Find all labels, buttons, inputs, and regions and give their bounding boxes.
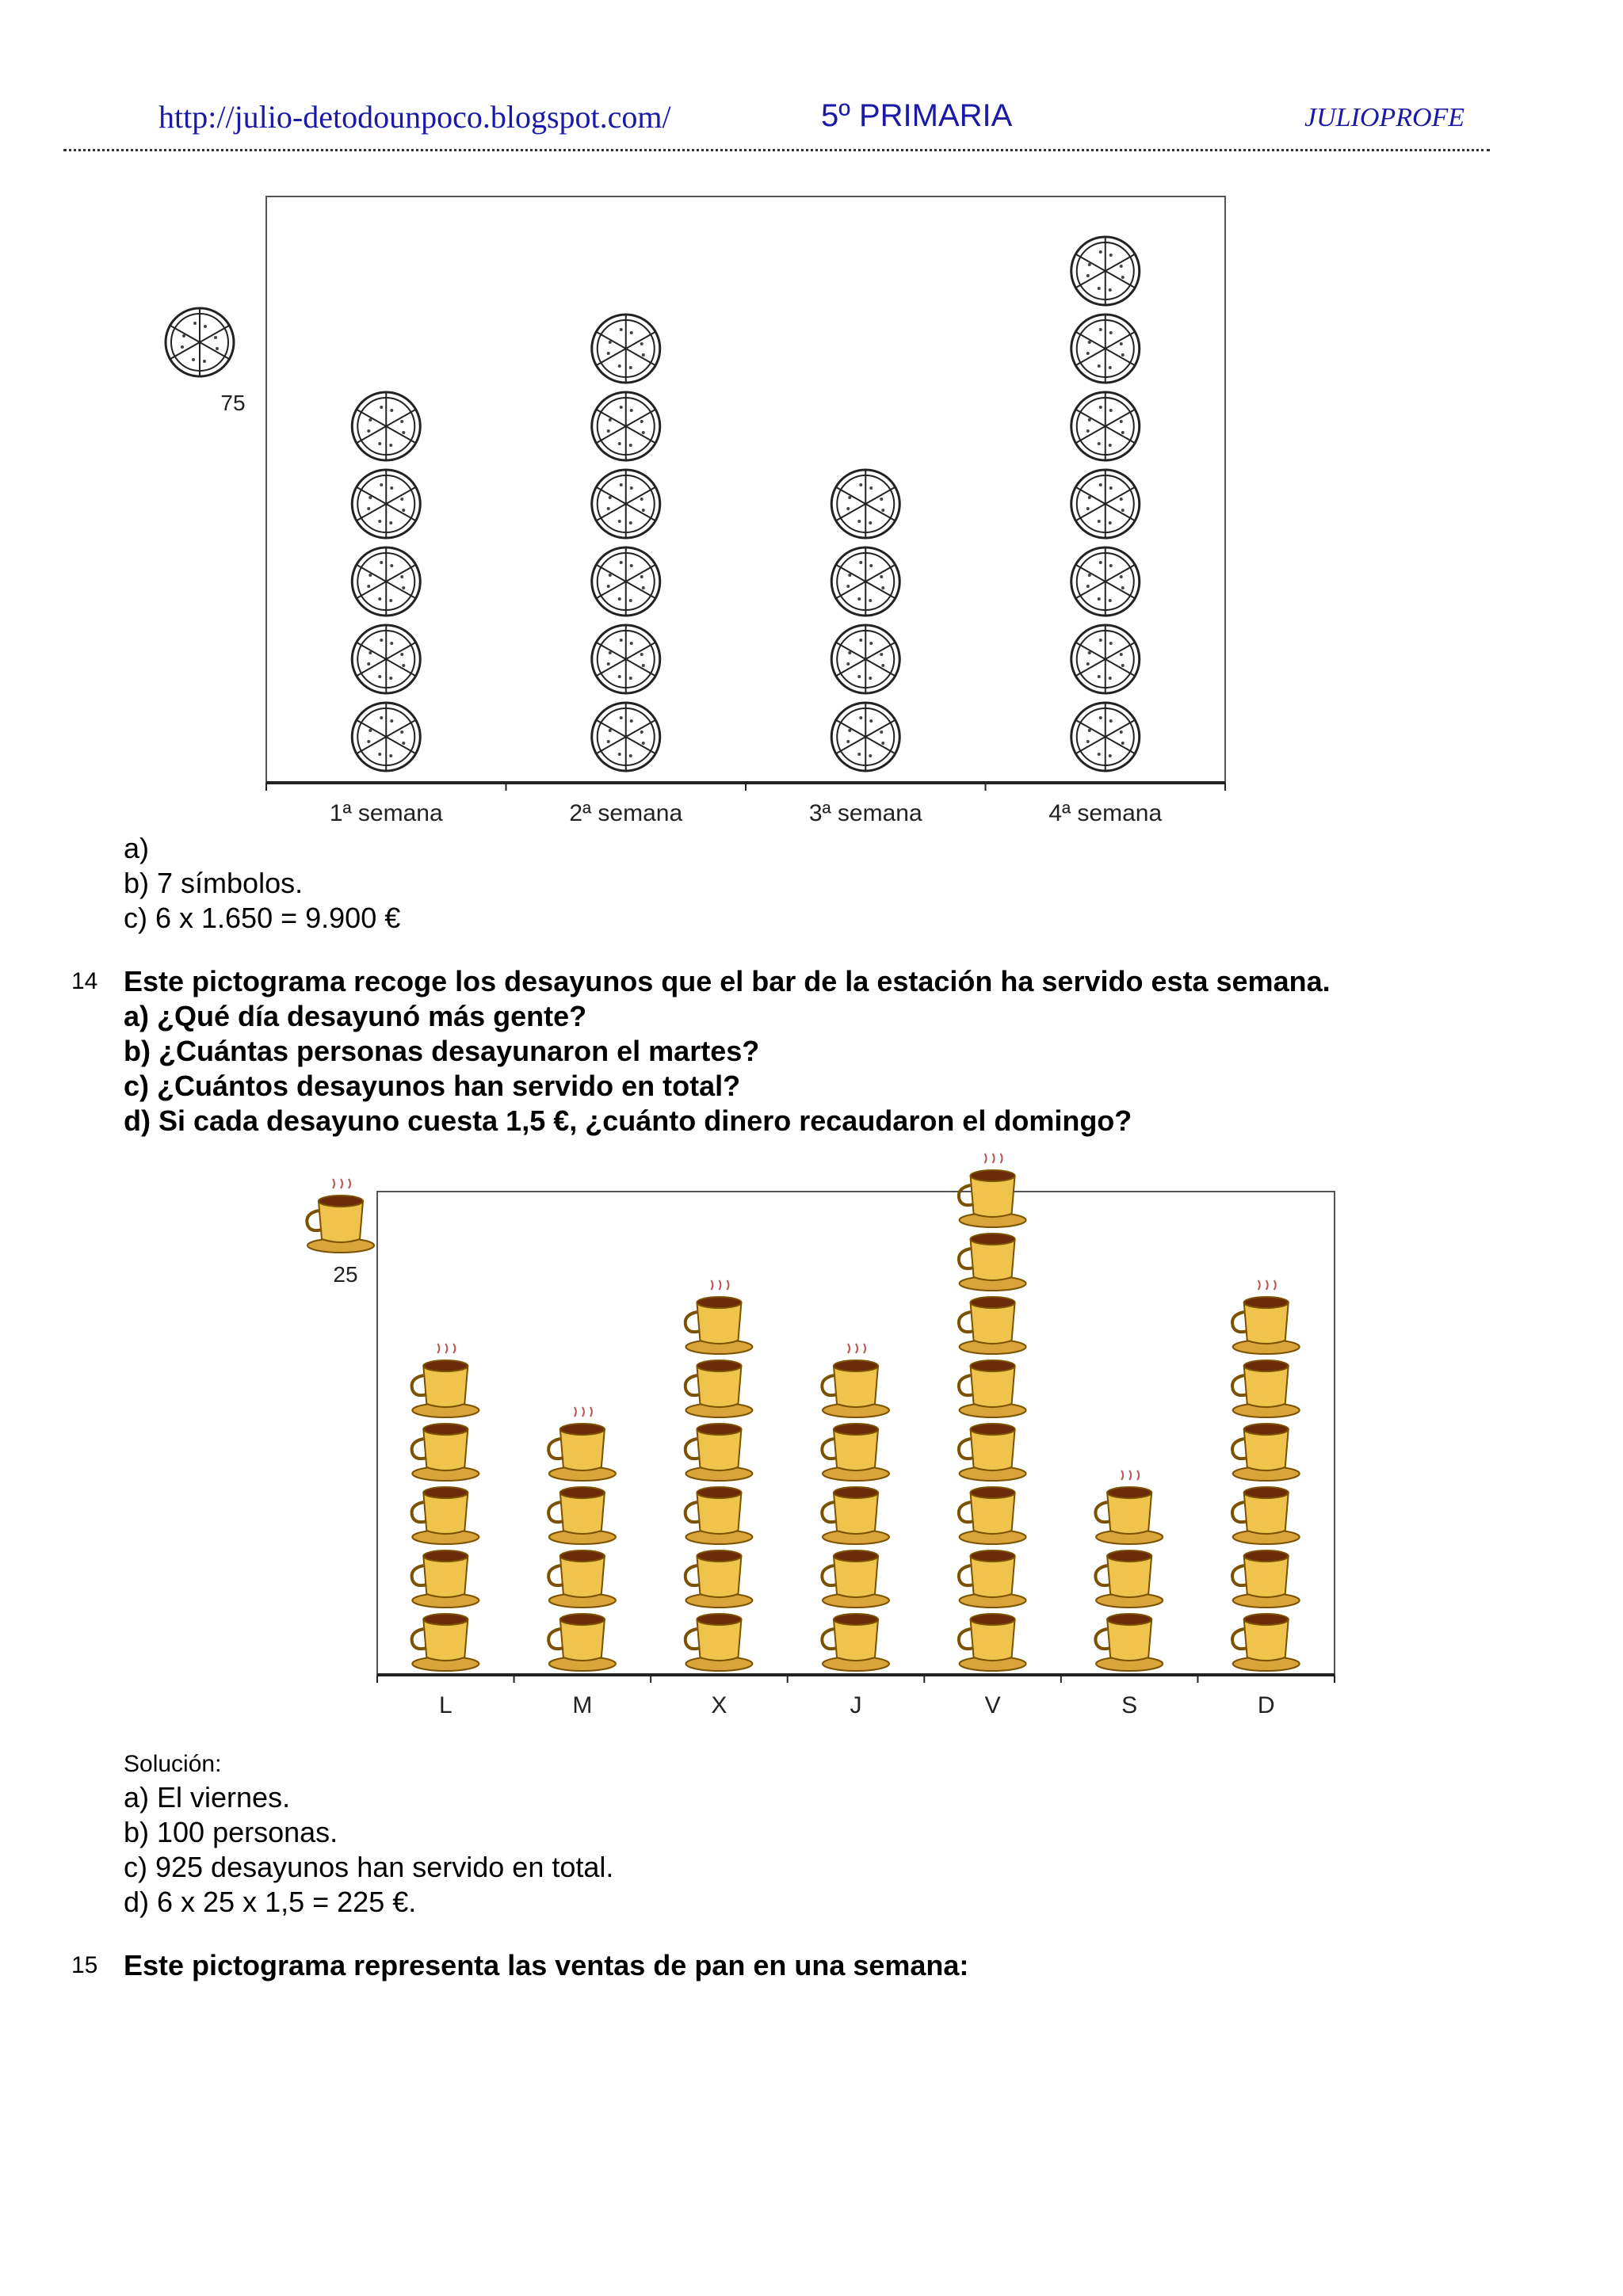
pizza-icon — [592, 315, 660, 383]
pizza-icon — [1071, 703, 1140, 771]
category-label: M — [572, 1692, 593, 1718]
pizza-icon — [831, 625, 899, 693]
coffee-cup-icon — [412, 1344, 479, 1417]
coffee-cup-icon — [685, 1280, 753, 1354]
legend-value: 25 — [333, 1262, 358, 1287]
pizza-icon — [831, 470, 899, 538]
pizza-icon — [592, 392, 660, 460]
category-label: 2ª semana — [569, 800, 683, 826]
blog-link[interactable]: http://julio-detodounpoco.blogspot.com/ — [158, 99, 671, 135]
category-label: L — [438, 1692, 453, 1718]
coffee-cup-icon — [548, 1407, 616, 1481]
coffee-cup-icon — [959, 1154, 1026, 1227]
category-label: X — [711, 1692, 727, 1718]
legend-symbol-pizza-icon — [166, 308, 234, 376]
pizza-icon — [831, 547, 899, 616]
pizza-icon — [1071, 547, 1140, 616]
pizza-icon — [352, 392, 420, 460]
question-14-statement: Este pictograma recoge los desayunos que el bar de la estación ha servido esta semana. — [124, 965, 1331, 997]
pizza-icon — [352, 625, 420, 693]
coffee-cup-icon — [822, 1344, 889, 1417]
pizza-icon — [1071, 315, 1140, 383]
solution-a: a) El viernes. — [124, 1781, 291, 1814]
category-label: V — [984, 1692, 1001, 1718]
legend-value: 75 — [220, 391, 246, 415]
author-name: JULIOPROFE — [1304, 103, 1465, 132]
pizza-icon — [1071, 470, 1140, 538]
pizza-icon — [352, 470, 420, 538]
category-label: D — [1257, 1692, 1275, 1718]
solution-title: Solución: — [124, 1751, 222, 1777]
category-label: J — [850, 1692, 862, 1718]
chart-breakfasts — [307, 1154, 1335, 1718]
pizza-icon — [1071, 625, 1140, 693]
question-14-c: c) ¿Cuántos desayunos han servido en total? — [124, 1070, 741, 1102]
chart-pizza-sales — [166, 196, 1225, 826]
answer-b: b) 7 símbolos. — [124, 867, 304, 899]
question-14-b: b) ¿Cuántas personas desayunaron el martes? — [124, 1035, 760, 1067]
pizza-icon — [592, 703, 660, 771]
course-level: 5º PRIMARIA — [821, 98, 1013, 133]
answer-a: a) — [124, 832, 150, 864]
pizza-icon — [1071, 237, 1140, 305]
pizza-icon — [831, 703, 899, 771]
coffee-cup-icon — [1095, 1470, 1163, 1544]
coffee-cup-icon — [1232, 1280, 1300, 1354]
pizza-icon — [352, 547, 420, 616]
solution-c: c) 925 desayunos han servido en total. — [124, 1851, 614, 1883]
pizza-icon — [352, 703, 420, 771]
category-label: 4ª semana — [1048, 800, 1163, 826]
question-number-14: 14 — [71, 968, 98, 994]
solution-b: b) 100 personas. — [124, 1816, 338, 1848]
category-label: S — [1121, 1692, 1138, 1718]
question-number-15: 15 — [71, 1952, 98, 1978]
solution-d: d) 6 x 25 x 1,5 = 225 €. — [124, 1886, 417, 1918]
legend-symbol-coffee-cup-icon — [307, 1179, 374, 1253]
question-14-d: d) Si cada desayuno cuesta 1,5 €, ¿cuánto dinero recaudaron el domingo? — [124, 1104, 1132, 1137]
answer-c: c) 6 x 1.650 = 9.900 € — [124, 902, 401, 934]
pizza-icon — [592, 625, 660, 693]
question-15-statement: Este pictograma representa las ventas de pan en una semana: — [124, 1949, 969, 1981]
pizza-icon — [592, 470, 660, 538]
question-14-a: a) ¿Qué día desayunó más gente? — [124, 1000, 587, 1032]
category-label: 3ª semana — [808, 800, 922, 826]
pizza-icon — [592, 547, 660, 616]
category-label: 1ª semana — [329, 800, 443, 826]
pizza-icon — [1071, 392, 1140, 460]
